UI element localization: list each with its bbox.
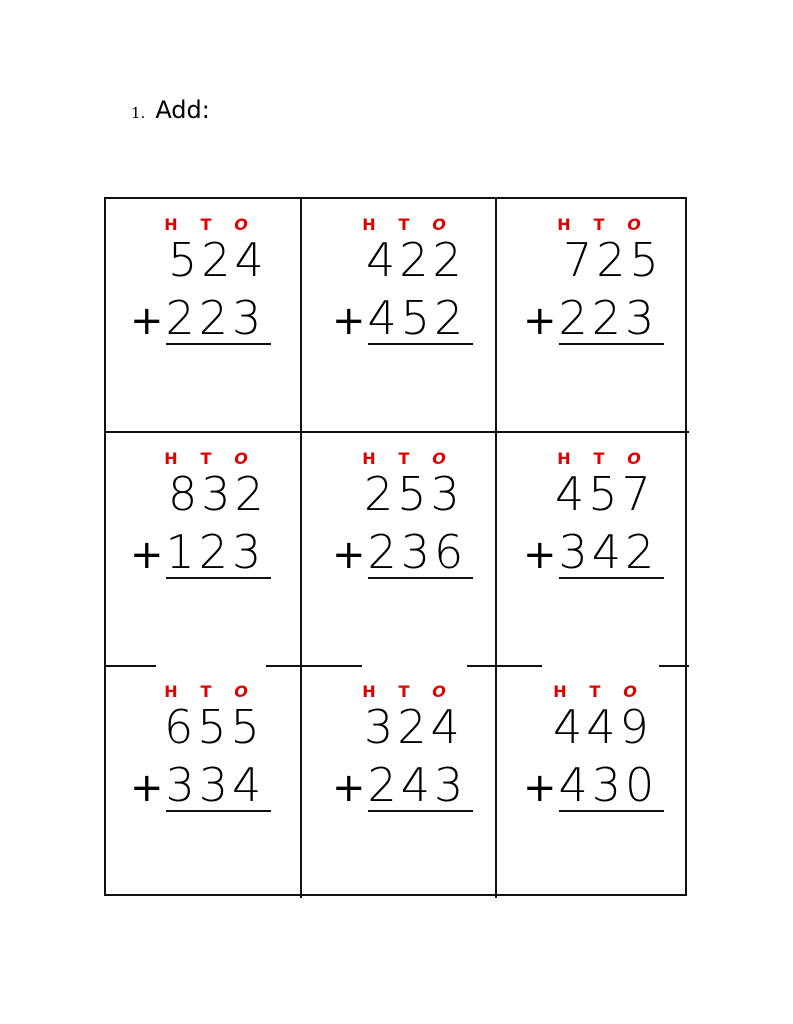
tens-label: T xyxy=(398,682,410,701)
hundreds-label: H xyxy=(164,215,178,234)
hundreds-label: H xyxy=(553,682,567,701)
problem-cell-4 xyxy=(106,433,302,666)
addend-top: 655 xyxy=(164,700,264,754)
plus-sign: + xyxy=(332,765,366,811)
plus-sign: + xyxy=(130,765,164,811)
addend-top: 725 xyxy=(563,233,663,287)
tens-label: T xyxy=(200,449,212,468)
divider-line-segment xyxy=(266,665,302,667)
problem-cell-7 xyxy=(106,666,302,898)
addend-bottom-row xyxy=(523,525,664,579)
problem-cell-6 xyxy=(497,433,689,666)
addend-bottom: 236 xyxy=(368,529,474,579)
hundreds-label: H xyxy=(362,215,376,234)
question-heading xyxy=(131,96,210,124)
hundreds-label: H xyxy=(362,682,376,701)
tens-label: T xyxy=(593,449,605,468)
plus-sign: + xyxy=(332,532,366,578)
addend-bottom-row xyxy=(130,525,271,579)
addend-bottom: 223 xyxy=(559,295,665,345)
addend-bottom: 223 xyxy=(166,295,272,345)
addend-top: 253 xyxy=(364,467,464,521)
ones-label: O xyxy=(234,449,248,468)
hundreds-label: H xyxy=(557,449,571,468)
divider-line-segment xyxy=(659,665,689,667)
ones-label: O xyxy=(432,215,446,234)
place-value-header xyxy=(545,682,645,701)
question-number: 1. xyxy=(131,104,146,122)
hundreds-label: H xyxy=(362,449,376,468)
divider-line-segment xyxy=(497,665,542,667)
addend-bottom-row xyxy=(332,291,473,345)
divider-line-segment xyxy=(106,665,156,667)
addend-top: 324 xyxy=(364,700,464,754)
addend-bottom: 123 xyxy=(166,529,272,579)
place-value-header xyxy=(354,215,454,234)
divider-line-segment xyxy=(302,665,362,667)
tens-label: T xyxy=(200,215,212,234)
tens-label: T xyxy=(200,682,212,701)
plus-sign: + xyxy=(332,298,366,344)
place-value-header xyxy=(354,449,454,468)
addend-bottom: 334 xyxy=(166,762,272,812)
addend-bottom-row xyxy=(332,758,473,812)
place-value-header xyxy=(354,682,454,701)
place-value-header xyxy=(156,449,256,468)
ones-label: O xyxy=(623,682,637,701)
plus-sign: + xyxy=(130,532,164,578)
hundreds-label: H xyxy=(164,682,178,701)
addend-bottom: 342 xyxy=(559,529,665,579)
problem-cell-8 xyxy=(302,666,497,898)
place-value-header xyxy=(549,215,649,234)
addend-top: 832 xyxy=(168,467,268,521)
ones-label: O xyxy=(234,215,248,234)
hundreds-label: H xyxy=(557,215,571,234)
tens-label: T xyxy=(593,215,605,234)
addend-top: 422 xyxy=(366,233,466,287)
addition-problem-grid xyxy=(104,197,687,896)
problem-cell-3 xyxy=(497,199,689,433)
hundreds-label: H xyxy=(164,449,178,468)
ones-label: O xyxy=(627,449,641,468)
tens-label: T xyxy=(398,449,410,468)
plus-sign: + xyxy=(523,765,557,811)
addend-bottom-row xyxy=(130,758,271,812)
place-value-header xyxy=(156,682,256,701)
addend-bottom: 430 xyxy=(559,762,665,812)
addend-bottom-row xyxy=(523,758,664,812)
plus-sign: + xyxy=(523,298,557,344)
place-value-header xyxy=(156,215,256,234)
addend-top: 524 xyxy=(168,233,268,287)
plus-sign: + xyxy=(523,532,557,578)
ones-label: O xyxy=(432,682,446,701)
addend-top: 449 xyxy=(553,700,653,754)
question-instruction: Add: xyxy=(155,96,210,124)
plus-sign: + xyxy=(130,298,164,344)
problem-cell-2 xyxy=(302,199,497,433)
ones-label: O xyxy=(432,449,446,468)
addend-bottom-row xyxy=(130,291,271,345)
addend-top: 457 xyxy=(555,467,655,521)
place-value-header xyxy=(549,449,649,468)
tens-label: T xyxy=(589,682,601,701)
ones-label: O xyxy=(234,682,248,701)
problem-cell-1 xyxy=(106,199,302,433)
addend-bottom: 243 xyxy=(368,762,474,812)
problem-cell-5 xyxy=(302,433,497,666)
addend-bottom: 452 xyxy=(368,295,474,345)
problem-cell-9 xyxy=(497,666,689,898)
ones-label: O xyxy=(627,215,641,234)
addend-bottom-row xyxy=(523,291,664,345)
tens-label: T xyxy=(398,215,410,234)
divider-line-segment xyxy=(467,665,497,667)
addend-bottom-row xyxy=(332,525,473,579)
